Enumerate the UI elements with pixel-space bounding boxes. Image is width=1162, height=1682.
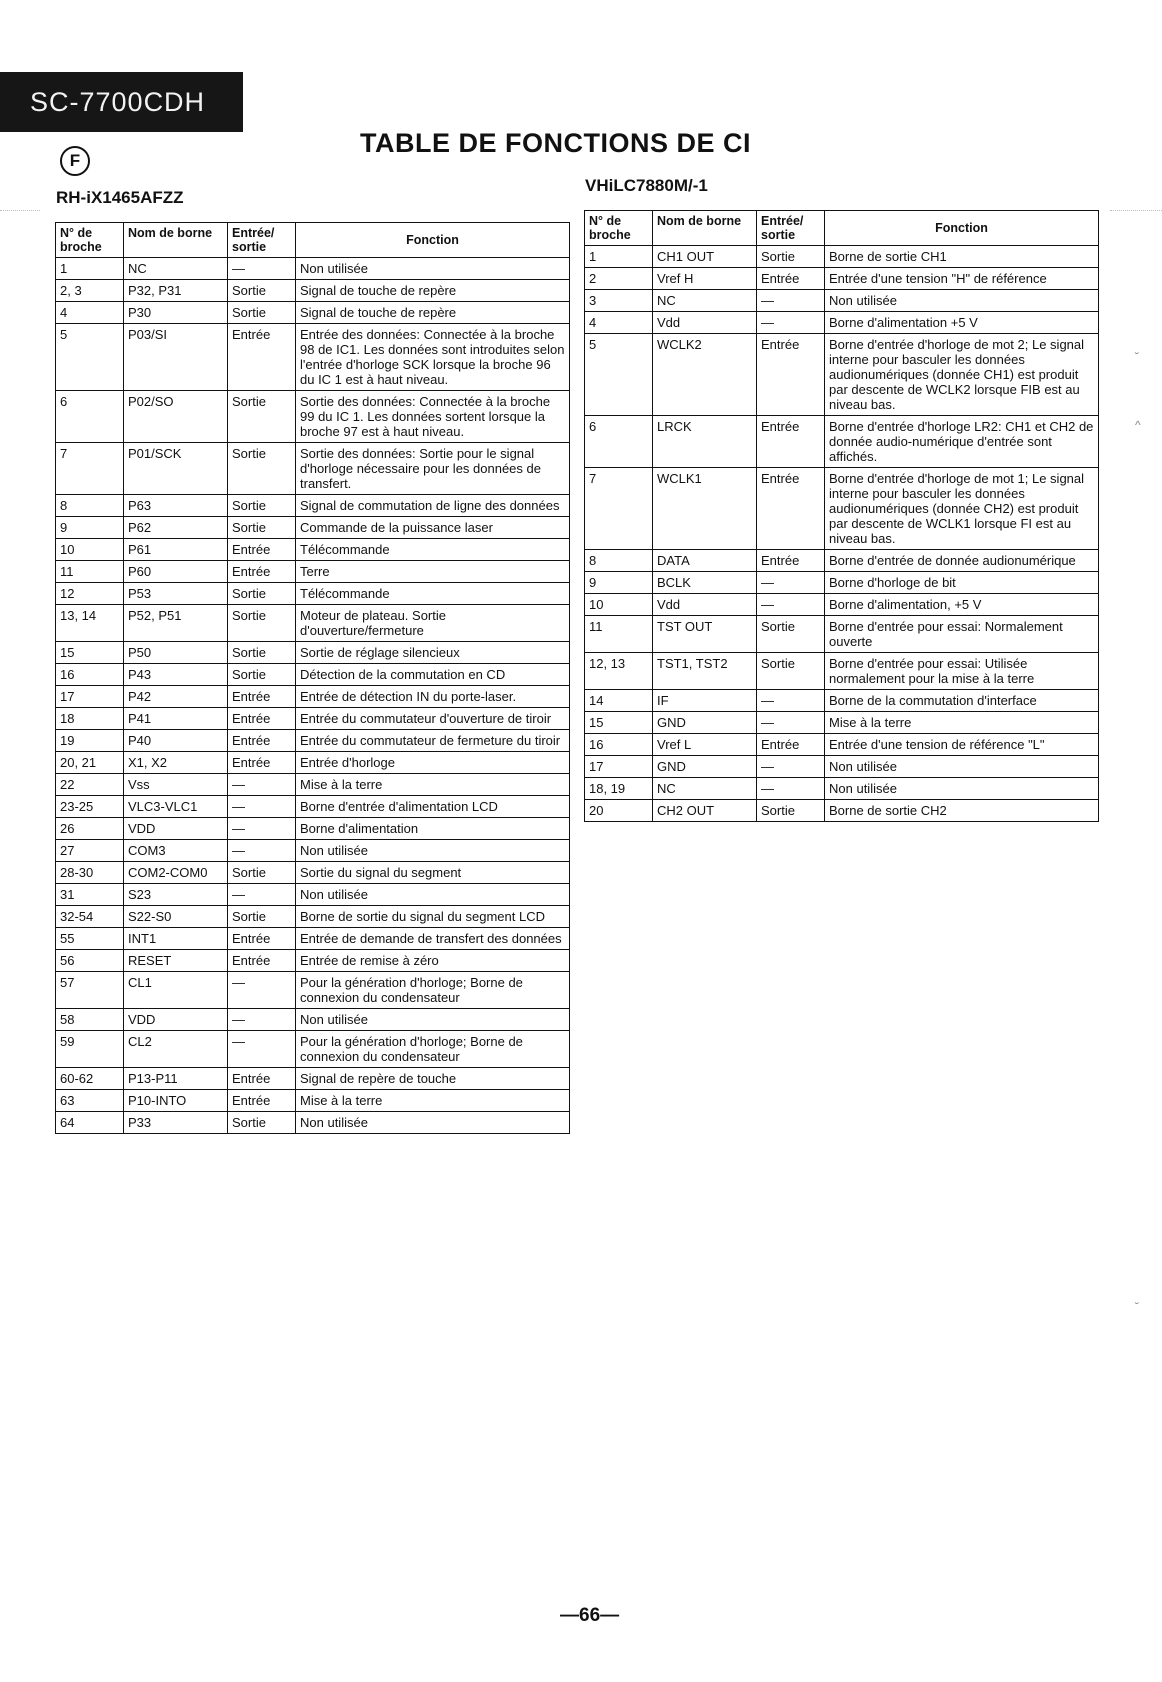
pin-number: 18, 19	[585, 778, 653, 800]
io-direction: —	[228, 774, 296, 796]
pin-number: 15	[56, 642, 124, 664]
pin-number: 5	[585, 334, 653, 416]
pin-number: 64	[56, 1112, 124, 1134]
table-row	[56, 686, 570, 708]
function-description: Entrée du commutateur de fermeture du tiroir	[296, 730, 570, 752]
pin-name: NC	[653, 778, 757, 800]
pin-number: 15	[585, 712, 653, 734]
pin-name: CH1 OUT	[653, 246, 757, 268]
function-description: Borne de la commutation d'interface	[825, 690, 1099, 712]
pin-number: 56	[56, 950, 124, 972]
pin-number: 8	[585, 550, 653, 572]
column-header-pin: N° de broche	[585, 211, 653, 246]
pin-number: 17	[585, 756, 653, 778]
table-row	[56, 280, 570, 302]
table-row	[56, 517, 570, 539]
pin-name: P30	[124, 302, 228, 324]
io-direction: —	[228, 818, 296, 840]
table-header-row	[56, 223, 570, 258]
table-row	[56, 972, 570, 1009]
function-description: Borne d'entrée pour essai: Normalement ouverte	[825, 616, 1099, 653]
column-header-pin: N° de broche	[56, 223, 124, 258]
function-description: Pour la génération d'horloge; Borne de connexion du condensateur	[296, 972, 570, 1009]
pin-name: S22-S0	[124, 906, 228, 928]
scan-mark-icon: ^	[1135, 418, 1141, 432]
pin-number: 63	[56, 1090, 124, 1112]
table-row	[56, 1068, 570, 1090]
pin-number: 2, 3	[56, 280, 124, 302]
pin-number: 11	[585, 616, 653, 653]
io-direction: —	[228, 1009, 296, 1031]
table-row	[585, 312, 1099, 334]
io-direction: Entrée	[228, 928, 296, 950]
pin-name: COM3	[124, 840, 228, 862]
pin-name: P63	[124, 495, 228, 517]
pin-name: VLC3-VLC1	[124, 796, 228, 818]
pin-name: VDD	[124, 1009, 228, 1031]
io-direction: —	[757, 572, 825, 594]
io-direction: Entrée	[757, 734, 825, 756]
function-description: Entrée des données: Connectée à la broche 98 de IC1. Les données sont introduites selon l'entrée d'horloge SCK lorsque la broche 96 du IC 1 est à haut niveau.	[296, 324, 570, 391]
pin-name: GND	[653, 756, 757, 778]
table-row	[56, 258, 570, 280]
pin-name: VDD	[124, 818, 228, 840]
pin-number: 16	[585, 734, 653, 756]
pin-number: 17	[56, 686, 124, 708]
function-description: Mise à la terre	[296, 1090, 570, 1112]
scan-divider	[1110, 210, 1162, 211]
io-direction: Sortie	[228, 517, 296, 539]
io-direction: Sortie	[228, 1112, 296, 1134]
io-direction: —	[228, 796, 296, 818]
pin-number: 57	[56, 972, 124, 1009]
io-direction: Entrée	[228, 686, 296, 708]
table-header-row	[585, 211, 1099, 246]
left-chip-name: RH-iX1465AFZZ	[56, 188, 184, 207]
function-description: Borne d'entrée d'alimentation LCD	[296, 796, 570, 818]
function-description: Borne d'entrée pour essai: Utilisée normalement pour la mise à la terre	[825, 653, 1099, 690]
column-header-io: Entrée/ sortie	[228, 223, 296, 258]
pin-name: P32, P31	[124, 280, 228, 302]
pin-number: 13, 14	[56, 605, 124, 642]
io-direction: —	[757, 594, 825, 616]
table-row	[56, 583, 570, 605]
table-row	[56, 884, 570, 906]
function-description: Non utilisée	[296, 1112, 570, 1134]
pin-name: NC	[124, 258, 228, 280]
table-row	[56, 906, 570, 928]
model-badge	[0, 72, 243, 132]
function-description: Pour la génération d'horloge; Borne de connexion du condensateur	[296, 1031, 570, 1068]
pin-number: 12, 13	[585, 653, 653, 690]
pin-name: CL1	[124, 972, 228, 1009]
io-direction: —	[757, 712, 825, 734]
function-description: Non utilisée	[825, 290, 1099, 312]
io-direction: Sortie	[228, 443, 296, 495]
table-row	[56, 605, 570, 642]
function-description: Non utilisée	[825, 778, 1099, 800]
pin-number: 58	[56, 1009, 124, 1031]
pin-number: 16	[56, 664, 124, 686]
table-row	[56, 495, 570, 517]
pin-name: P33	[124, 1112, 228, 1134]
left-function-table	[55, 222, 570, 1134]
function-description: Entrée d'une tension de référence "L"	[825, 734, 1099, 756]
function-description: Non utilisée	[296, 1009, 570, 1031]
pin-number: 7	[585, 468, 653, 550]
pin-number: 11	[56, 561, 124, 583]
pin-number: 14	[585, 690, 653, 712]
table-row	[56, 642, 570, 664]
column-header-function: Fonction	[296, 223, 570, 258]
pin-number: 20	[585, 800, 653, 822]
function-description: Sortie de réglage silencieux	[296, 642, 570, 664]
table-row	[56, 391, 570, 443]
pin-name: P52, P51	[124, 605, 228, 642]
pin-name: P61	[124, 539, 228, 561]
table-row	[56, 1031, 570, 1068]
pin-name: COM2-COM0	[124, 862, 228, 884]
io-direction: —	[757, 778, 825, 800]
pin-number: 9	[56, 517, 124, 539]
scan-divider	[0, 210, 40, 211]
function-description: Télécommande	[296, 583, 570, 605]
table-row	[56, 818, 570, 840]
io-direction: Sortie	[228, 664, 296, 686]
pin-name: WCLK2	[653, 334, 757, 416]
pin-name: CH2 OUT	[653, 800, 757, 822]
pin-name: P50	[124, 642, 228, 664]
table-row	[585, 756, 1099, 778]
table-row	[585, 616, 1099, 653]
table-row	[585, 653, 1099, 690]
io-direction: Entrée	[228, 752, 296, 774]
io-direction: —	[228, 972, 296, 1009]
pin-number: 1	[56, 258, 124, 280]
column-header-name: Nom de borne	[653, 211, 757, 246]
left-table-body	[56, 258, 570, 1134]
table-row	[56, 443, 570, 495]
pin-number: 55	[56, 928, 124, 950]
pin-number: 6	[56, 391, 124, 443]
function-description: Borne d'entrée d'horloge de mot 2; Le signal interne pour basculer les données audionumériques (donnée CH1) est produit par descente de WCLK2 lorsque FIB est au niveau bas.	[825, 334, 1099, 416]
pin-name: S23	[124, 884, 228, 906]
pin-number: 8	[56, 495, 124, 517]
function-description: Entrée d'une tension "H" de référence	[825, 268, 1099, 290]
function-description: Détection de la commutation en CD	[296, 664, 570, 686]
pin-number: 32-54	[56, 906, 124, 928]
io-direction: —	[228, 1031, 296, 1068]
table-row	[585, 550, 1099, 572]
table-row	[56, 796, 570, 818]
function-description: Mise à la terre	[296, 774, 570, 796]
io-direction: Sortie	[757, 246, 825, 268]
pin-name: P42	[124, 686, 228, 708]
function-description: Non utilisée	[296, 884, 570, 906]
table-row	[56, 774, 570, 796]
table-row	[585, 416, 1099, 468]
pin-number: 27	[56, 840, 124, 862]
io-direction: Entrée	[228, 561, 296, 583]
io-direction: Entrée	[757, 268, 825, 290]
io-direction: Entrée	[228, 950, 296, 972]
pin-name: P53	[124, 583, 228, 605]
function-description: Sortie du signal du segment	[296, 862, 570, 884]
pin-name: LRCK	[653, 416, 757, 468]
io-direction: Entrée	[757, 334, 825, 416]
io-direction: —	[757, 290, 825, 312]
io-direction: Entrée	[228, 730, 296, 752]
table-row	[56, 1009, 570, 1031]
pin-name: DATA	[653, 550, 757, 572]
column-header-io: Entrée/ sortie	[757, 211, 825, 246]
pin-number: 10	[56, 539, 124, 561]
column-header-function: Fonction	[825, 211, 1099, 246]
function-description: Borne d'alimentation +5 V	[825, 312, 1099, 334]
function-description: Signal de repère de touche	[296, 1068, 570, 1090]
pin-name: TST OUT	[653, 616, 757, 653]
pin-name: Vref L	[653, 734, 757, 756]
table-row	[56, 730, 570, 752]
pin-name: P62	[124, 517, 228, 539]
table-row	[585, 712, 1099, 734]
function-description: Borne de sortie CH1	[825, 246, 1099, 268]
pin-name: Vdd	[653, 594, 757, 616]
table-row	[56, 950, 570, 972]
scan-mark-icon: ˘	[1135, 350, 1139, 364]
io-direction: —	[757, 756, 825, 778]
pin-number: 10	[585, 594, 653, 616]
right-chip-name: VHiLC7880M/-1	[585, 176, 708, 195]
function-description: Télécommande	[296, 539, 570, 561]
io-direction: Entrée	[228, 539, 296, 561]
io-direction: Sortie	[228, 642, 296, 664]
table-row	[585, 572, 1099, 594]
io-direction: —	[757, 312, 825, 334]
pin-name: NC	[653, 290, 757, 312]
pin-number: 3	[585, 290, 653, 312]
table-row	[585, 334, 1099, 416]
io-direction: Sortie	[228, 583, 296, 605]
pin-name: P40	[124, 730, 228, 752]
pin-number: 5	[56, 324, 124, 391]
pin-name: P03/SI	[124, 324, 228, 391]
pin-number: 7	[56, 443, 124, 495]
io-direction: Entrée	[228, 1068, 296, 1090]
io-direction: Entrée	[757, 416, 825, 468]
model-name: SC-7700CDH	[30, 86, 206, 117]
pin-name: P41	[124, 708, 228, 730]
pin-name: GND	[653, 712, 757, 734]
io-direction: —	[228, 258, 296, 280]
pin-number: 28-30	[56, 862, 124, 884]
page-title: TABLE DE FONCTIONS DE CI	[360, 128, 752, 158]
io-direction: Entrée	[228, 1090, 296, 1112]
right-function-table	[584, 210, 1099, 822]
pin-number: 23-25	[56, 796, 124, 818]
page-number: —66—	[560, 1605, 620, 1626]
table-row	[585, 468, 1099, 550]
pin-number: 6	[585, 416, 653, 468]
pin-name: WCLK1	[653, 468, 757, 550]
table-row	[585, 800, 1099, 822]
table-row	[56, 862, 570, 884]
pin-number: 22	[56, 774, 124, 796]
pin-name: P43	[124, 664, 228, 686]
function-description: Commande de la puissance laser	[296, 517, 570, 539]
io-direction: Sortie	[228, 280, 296, 302]
function-description: Borne de sortie du signal du segment LCD	[296, 906, 570, 928]
pin-name: BCLK	[653, 572, 757, 594]
pin-number: 20, 21	[56, 752, 124, 774]
pin-name: TST1, TST2	[653, 653, 757, 690]
table-row	[56, 302, 570, 324]
table-row	[56, 324, 570, 391]
io-direction: Sortie	[228, 391, 296, 443]
table-row	[56, 1090, 570, 1112]
pin-name: IF	[653, 690, 757, 712]
function-description: Entrée du commutateur d'ouverture de tiroir	[296, 708, 570, 730]
pin-number: 2	[585, 268, 653, 290]
function-description: Entrée de détection IN du porte-laser.	[296, 686, 570, 708]
pin-name: P13-P11	[124, 1068, 228, 1090]
table-row	[56, 561, 570, 583]
function-description: Sortie des données: Sortie pour le signal d'horloge nécessaire pour les données de transfert.	[296, 443, 570, 495]
language-mark-icon: F	[60, 146, 90, 176]
function-description: Signal de touche de repère	[296, 302, 570, 324]
pin-name: P10-INTO	[124, 1090, 228, 1112]
table-row	[585, 734, 1099, 756]
pin-number: 4	[56, 302, 124, 324]
io-direction: Sortie	[757, 653, 825, 690]
pin-number: 18	[56, 708, 124, 730]
function-description: Borne d'entrée d'horloge de mot 1; Le signal interne pour basculer les données audionumériques (donnée CH2) est produit par descente de WCLK1 lorsque FI est au niveau bas.	[825, 468, 1099, 550]
io-direction: Sortie	[228, 906, 296, 928]
io-direction: Entrée	[228, 708, 296, 730]
function-description: Sortie des données: Connectée à la broche 99 du IC 1. Les données sortent lorsque la broche 97 est à haut niveau.	[296, 391, 570, 443]
function-description: Entrée de remise à zéro	[296, 950, 570, 972]
table-row	[56, 539, 570, 561]
pin-name: P60	[124, 561, 228, 583]
io-direction: Sortie	[228, 302, 296, 324]
pin-number: 60-62	[56, 1068, 124, 1090]
function-description: Borne d'entrée d'horloge LR2: CH1 et CH2 de donnée audio-numérique d'entrée sont affichés.	[825, 416, 1099, 468]
io-direction: Entrée	[757, 468, 825, 550]
pin-number: 19	[56, 730, 124, 752]
function-description: Borne d'alimentation	[296, 818, 570, 840]
table-row	[56, 840, 570, 862]
function-description: Entrée de demande de transfert des données	[296, 928, 570, 950]
table-row	[56, 928, 570, 950]
table-row	[56, 1112, 570, 1134]
io-direction: —	[757, 690, 825, 712]
function-description: Terre	[296, 561, 570, 583]
function-description: Mise à la terre	[825, 712, 1099, 734]
pin-number: 9	[585, 572, 653, 594]
io-direction: —	[228, 884, 296, 906]
table-row	[585, 594, 1099, 616]
scan-mark-icon: ˘	[1135, 1300, 1139, 1314]
pin-name: Vdd	[653, 312, 757, 334]
function-description: Borne de sortie CH2	[825, 800, 1099, 822]
io-direction: Sortie	[228, 862, 296, 884]
function-description: Signal de touche de repère	[296, 280, 570, 302]
pin-name: Vref H	[653, 268, 757, 290]
io-direction: Sortie	[757, 800, 825, 822]
pin-name: CL2	[124, 1031, 228, 1068]
io-direction: Sortie	[228, 605, 296, 642]
function-description: Moteur de plateau. Sortie d'ouverture/fermeture	[296, 605, 570, 642]
io-direction: Sortie	[228, 495, 296, 517]
function-description: Non utilisée	[825, 756, 1099, 778]
pin-name: P01/SCK	[124, 443, 228, 495]
function-description: Non utilisée	[296, 840, 570, 862]
function-description: Non utilisée	[296, 258, 570, 280]
function-description: Entrée d'horloge	[296, 752, 570, 774]
pin-name: INT1	[124, 928, 228, 950]
function-description: Signal de commutation de ligne des données	[296, 495, 570, 517]
pin-name: X1, X2	[124, 752, 228, 774]
table-row	[585, 778, 1099, 800]
pin-number: 4	[585, 312, 653, 334]
table-row	[585, 268, 1099, 290]
pin-name: RESET	[124, 950, 228, 972]
io-direction: Sortie	[757, 616, 825, 653]
function-description: Borne d'horloge de bit	[825, 572, 1099, 594]
io-direction: —	[228, 840, 296, 862]
pin-number: 26	[56, 818, 124, 840]
pin-name: P02/SO	[124, 391, 228, 443]
table-row	[585, 690, 1099, 712]
pin-number: 59	[56, 1031, 124, 1068]
table-row	[56, 708, 570, 730]
pin-number: 1	[585, 246, 653, 268]
io-direction: Entrée	[757, 550, 825, 572]
pin-name: Vss	[124, 774, 228, 796]
pin-number: 31	[56, 884, 124, 906]
column-header-name: Nom de borne	[124, 223, 228, 258]
table-row	[56, 752, 570, 774]
io-direction: Entrée	[228, 324, 296, 391]
table-row	[585, 290, 1099, 312]
table-row	[585, 246, 1099, 268]
function-description: Borne d'entrée de donnée audionumérique	[825, 550, 1099, 572]
right-table-body	[585, 246, 1099, 822]
table-row	[56, 664, 570, 686]
pin-number: 12	[56, 583, 124, 605]
function-description: Borne d'alimentation, +5 V	[825, 594, 1099, 616]
